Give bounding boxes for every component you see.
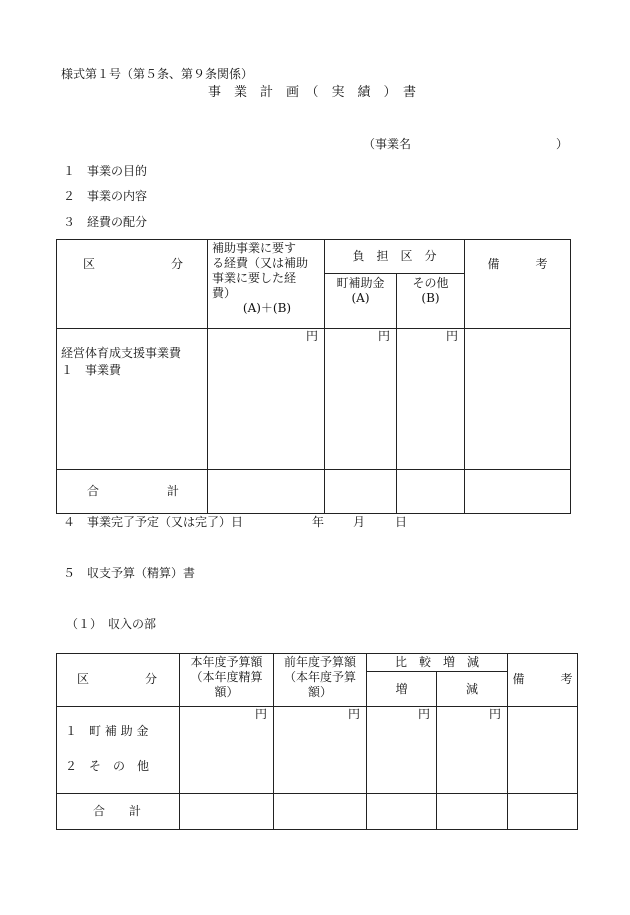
- income-header-increase: 増: [367, 672, 437, 707]
- income-unit-previous: 円: [274, 707, 367, 794]
- income-header-remarks: 備 考: [508, 654, 578, 707]
- header-town-l1: 町補助金: [336, 276, 385, 290]
- header-town-subsidy: [325, 274, 397, 329]
- header-cost-l1: 補助事業に要す: [212, 241, 297, 255]
- expense-table: [56, 239, 571, 514]
- form-label: 様式第１号（第５条、第９条関係）: [61, 67, 254, 81]
- body-kubun: [57, 329, 208, 470]
- income-unit-current: 円: [180, 707, 274, 794]
- income-body-kubun: [57, 707, 180, 794]
- total-label-b: 計: [166, 484, 179, 498]
- income-unit-decrease: 円: [437, 707, 508, 794]
- income-total-remarks: [508, 794, 578, 830]
- income-total-label: 合 計: [57, 794, 180, 830]
- unit-other: 円: [397, 329, 465, 470]
- income-header-current: [180, 654, 274, 707]
- total-label-a: 合: [87, 484, 100, 498]
- income-row-other: ２ そ の 他: [65, 759, 150, 773]
- header-remarks: 備 考: [465, 240, 571, 329]
- income-header-kubun: [57, 654, 180, 707]
- header-kubun: [57, 240, 208, 329]
- total-town: [325, 470, 397, 514]
- income-total-previous: [274, 794, 367, 830]
- section-1-heading: １ 事業の目的: [63, 164, 148, 178]
- body-remarks: [465, 329, 571, 470]
- income-header-current-l1: 本年度予算額: [190, 655, 263, 669]
- unit-town: 円: [325, 329, 397, 470]
- completion-month-label: 月: [353, 515, 366, 529]
- section-5-heading: ５ 収支予算（精算）書: [63, 566, 196, 580]
- income-header-kubun-a: 区: [77, 672, 90, 686]
- section-2-heading: ２ 事業の内容: [63, 189, 148, 203]
- header-cost-l3: 事業に要した経: [212, 271, 297, 285]
- income-total-current: [180, 794, 274, 830]
- income-header-current-l3: 額）: [214, 685, 239, 699]
- total-other: [397, 470, 465, 514]
- header-other-l1: その他: [412, 276, 449, 290]
- income-header-previous-l2: （本年度予算: [283, 670, 356, 684]
- header-cost-l2: る経費（又は補助: [212, 256, 309, 270]
- income-header-previous-l3: 額）: [307, 685, 332, 699]
- row-category: 経営体育成支援事業費: [61, 346, 182, 360]
- header-kubun-b: 分: [170, 257, 183, 271]
- header-town-l2: (A): [351, 291, 370, 305]
- income-header-kubun-b: 分: [144, 672, 157, 686]
- total-remarks: [465, 470, 571, 514]
- income-header-current-l2: （本年度精算: [190, 670, 263, 684]
- header-burden: 負 担 区 分: [325, 240, 465, 274]
- unit-cost: 円: [208, 329, 325, 470]
- section-5-1-heading: （１） 収入の部: [66, 617, 157, 631]
- completion-year-label: 年: [312, 515, 325, 529]
- income-unit-increase: 円: [367, 707, 437, 794]
- header-other-l2: (B): [421, 291, 440, 305]
- section-4-heading: ４ 事業完了予定（又は完了）日: [63, 515, 244, 529]
- income-total-decrease: [437, 794, 508, 830]
- header-other: [397, 274, 465, 329]
- section-3-heading: ３ 経費の配分: [63, 215, 148, 229]
- header-kubun-a: 区: [83, 257, 96, 271]
- completion-day-label: 日: [395, 515, 408, 529]
- income-header-compare: 比 較 増 減: [367, 654, 508, 672]
- header-cost-l4: 費）: [212, 286, 237, 300]
- income-body-remarks: [508, 707, 578, 794]
- income-row-town-subsidy: １ 町 補 助 金: [65, 724, 149, 738]
- page-title: 事 業 計 画 （ 実 績 ） 書: [208, 85, 417, 100]
- income-header-previous-l1: 前年度予算額: [283, 655, 356, 669]
- project-name-close: ）: [556, 137, 569, 151]
- income-table: [56, 653, 578, 830]
- project-name-label: （事業名: [363, 137, 412, 151]
- header-cost-l5: (A)＋(B): [242, 301, 292, 315]
- header-cost: [208, 240, 325, 329]
- total-cost: [208, 470, 325, 514]
- row-item: １ 事業費: [61, 363, 122, 377]
- income-header-decrease: 減: [437, 672, 508, 707]
- total-label: [57, 470, 208, 514]
- income-header-previous: [274, 654, 367, 707]
- income-total-increase: [367, 794, 437, 830]
